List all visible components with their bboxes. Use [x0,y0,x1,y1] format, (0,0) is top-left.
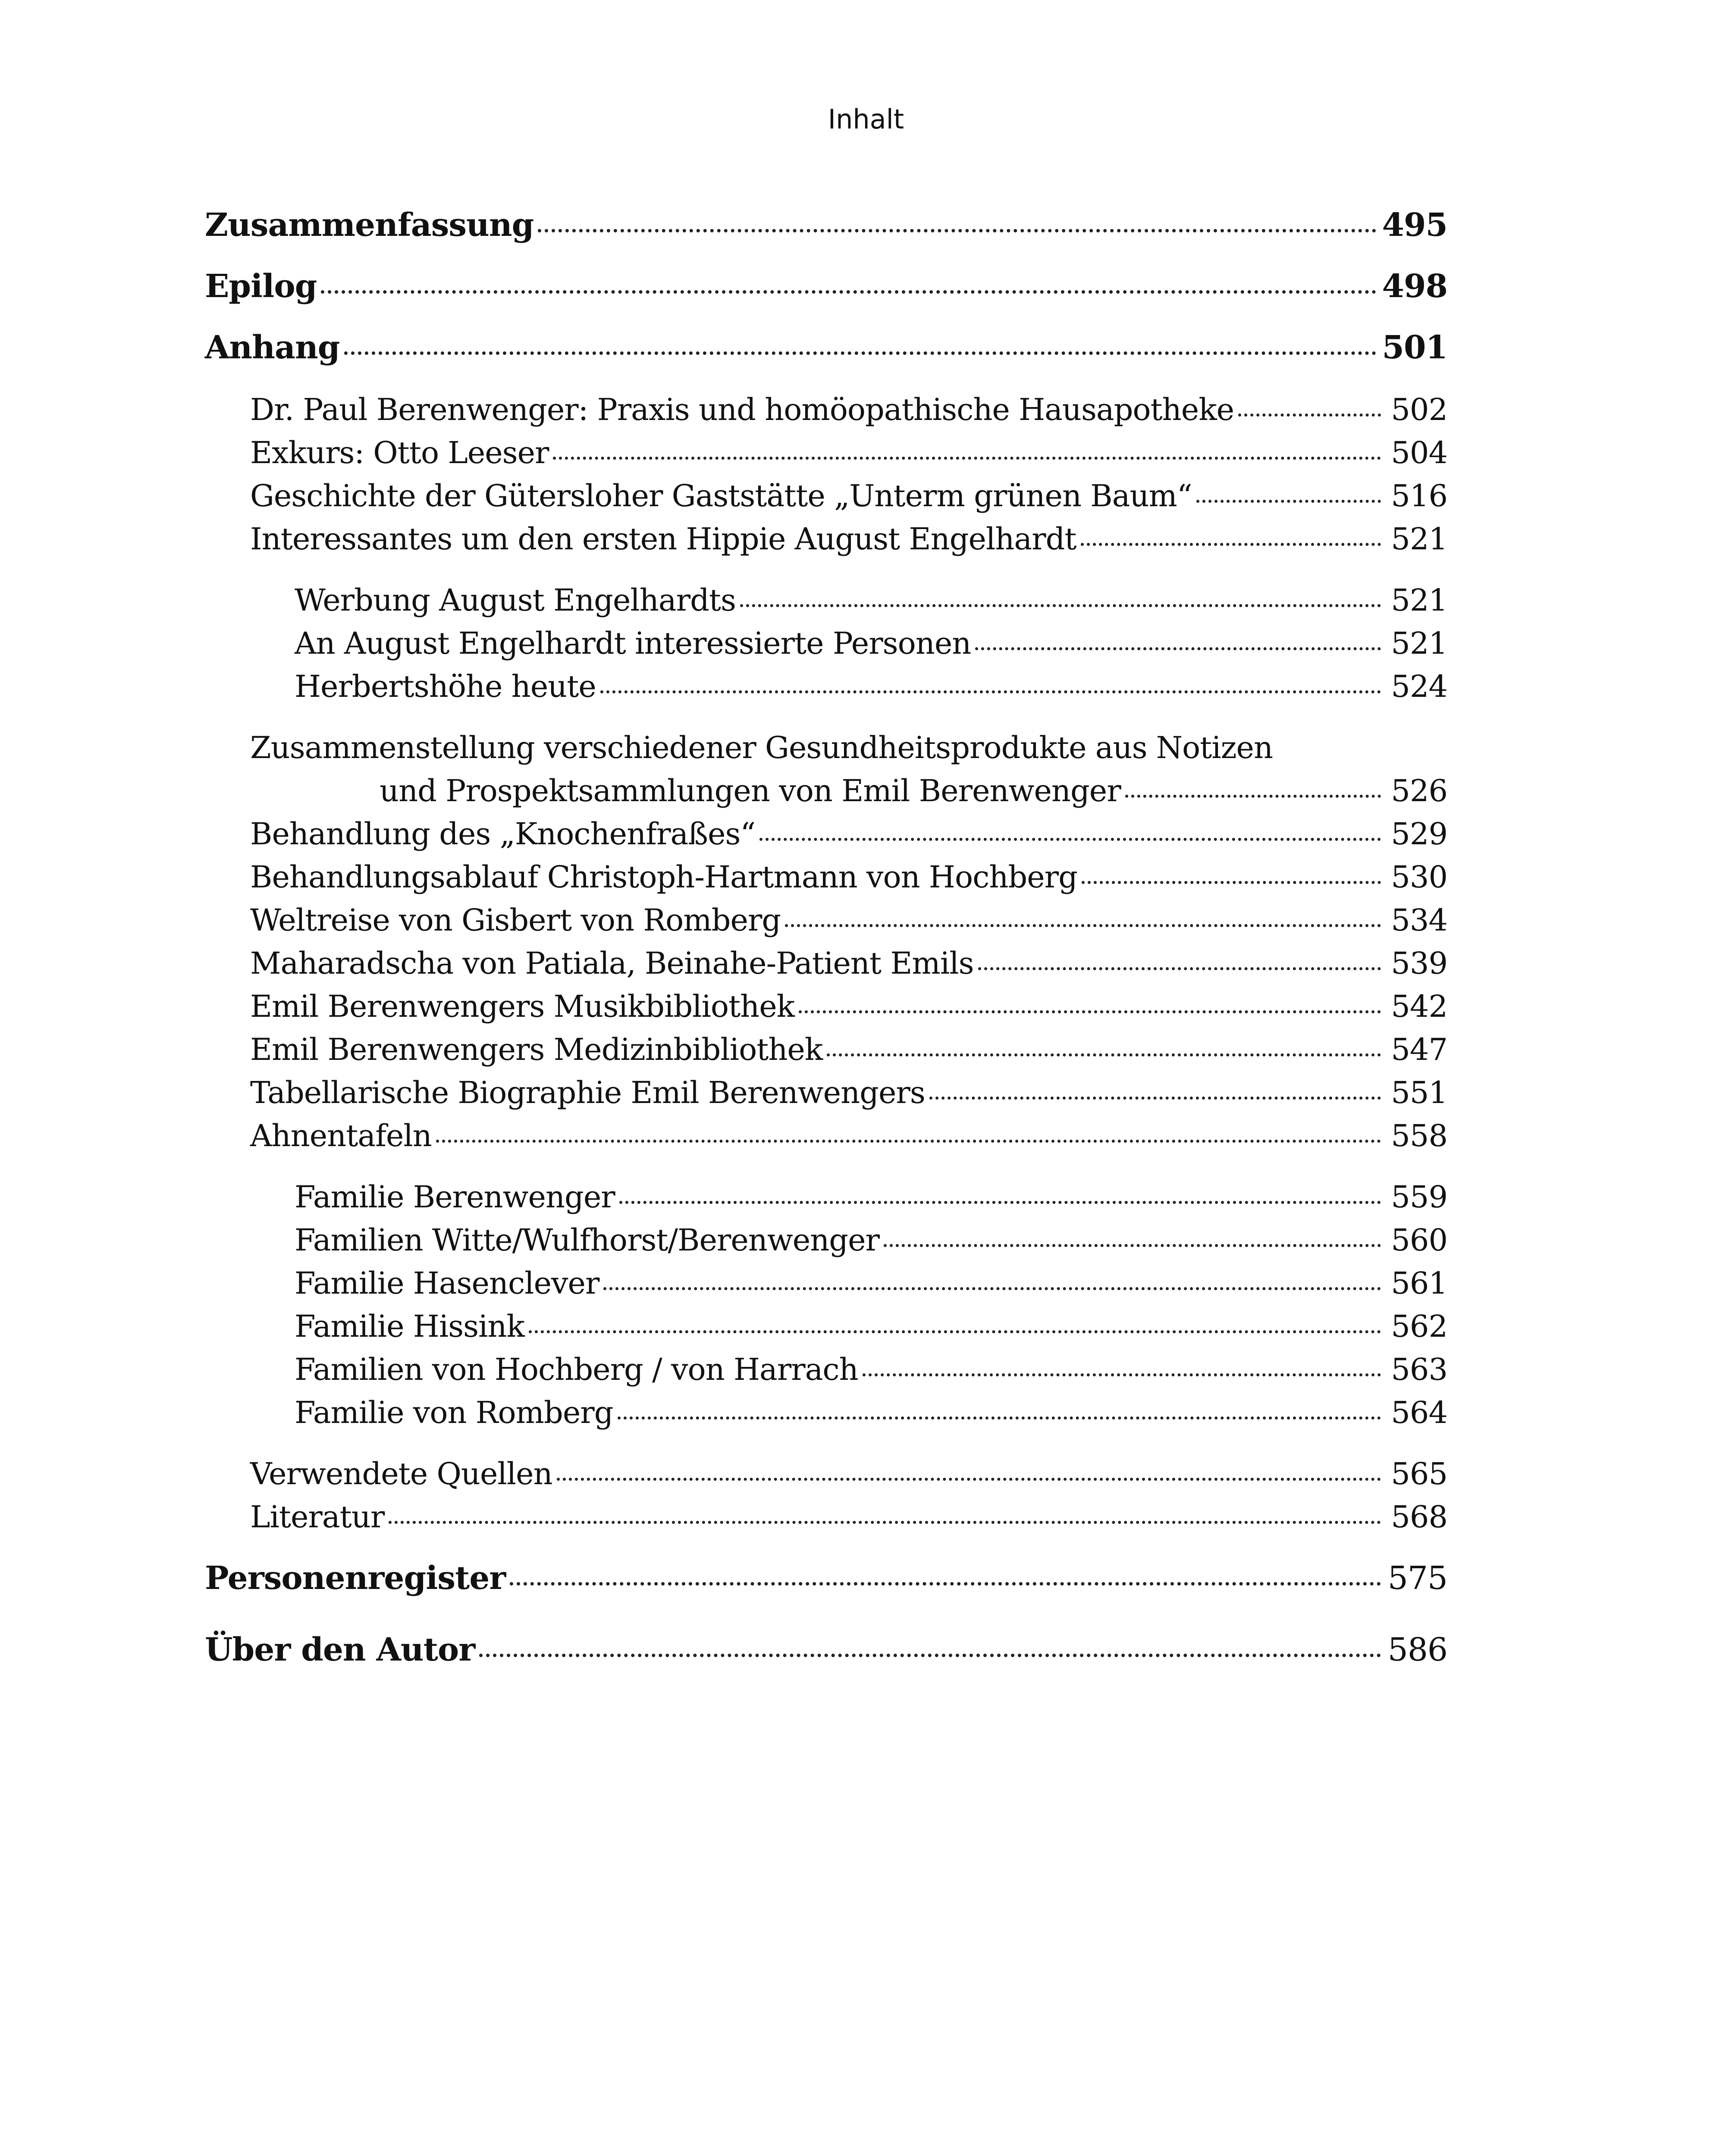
toc-entry-zusammenfassung[interactable] [205,204,1447,247]
toc-entry-title: Anhang [205,329,340,366]
toc-entry-title: An August Engelhardt interessierte Personen [295,626,971,661]
toc-page-number: 502 [1391,392,1447,427]
toc-entry-title: Interessantes um den ersten Hippie August Engelhardt [250,521,1076,557]
dot-leader [510,1582,1381,1586]
dot-leader [321,290,1376,294]
toc-entry-familie-berenwenger[interactable] [295,1175,1447,1219]
toc-entry-title: Exkurs: Otto Leeser [250,435,549,470]
toc-entry-familie-hasenclever[interactable] [295,1262,1447,1305]
toc-entry-werbung-engelhardts[interactable] [295,579,1447,622]
toc-page-number: 551 [1391,1075,1447,1110]
dot-leader [785,924,1381,927]
toc-entry-gesundheitsprodukte[interactable] [250,726,1447,812]
dot-leader [557,1478,1381,1481]
toc-entry-title: Herbertshöhe heute [295,669,596,704]
toc-entry-title: Dr. Paul Berenwenger: Praxis und homöopathische Hausapotheke [250,392,1234,427]
dot-leader [529,1330,1381,1333]
dot-leader [538,229,1376,232]
toc-page-number: 526 [1391,773,1447,808]
toc-entry-title-block [250,726,1447,812]
toc-entry-knochenfrass[interactable] [250,812,1447,856]
toc-entry-title: Familien Witte/Wulfhorst/Berenwenger [295,1222,880,1258]
toc-entry-title: Familien von Hochberg / von Harrach [295,1352,858,1387]
toc-page-number: 547 [1391,1032,1447,1067]
toc-page-number: 561 [1391,1266,1447,1301]
toc-page-number: 501 [1382,329,1447,366]
toc-entry-title: Emil Berenwengers Medizinbibliothek [250,1032,823,1067]
toc-entry-praxis-hausapotheke[interactable] [250,388,1447,431]
toc-entry-maharadscha[interactable] [250,942,1447,985]
running-header: Inhalt [828,103,904,135]
toc-page-number: 563 [1391,1352,1447,1387]
toc-entry-title: Tabellarische Biographie Emil Berenwengers [250,1075,925,1110]
toc-entry-title: Ahnentafeln [250,1118,432,1153]
dot-leader [1081,543,1381,546]
toc-entry-title: Behandlungsablauf Christoph-Hartmann von Hochberg [250,859,1077,895]
dot-leader [553,457,1381,460]
dot-leader [929,1097,1381,1100]
toc-entry-title: Emil Berenwengers Musikbibliothek [250,989,795,1024]
toc-page-number: 565 [1391,1456,1447,1492]
toc-entry-personenregister[interactable] [205,1557,1447,1600]
toc-page-number: 542 [1391,989,1447,1024]
toc-entry-interessierte-personen[interactable] [295,622,1447,665]
toc-entry-literatur[interactable] [250,1495,1447,1539]
toc-entry-title: Familie Berenwenger [295,1179,615,1215]
toc-entry-title: Familie Hissink [295,1309,524,1344]
dot-leader [619,1201,1381,1204]
toc-page-number: 586 [1387,1631,1447,1668]
toc-page-number: 521 [1391,521,1447,557]
toc-page-number: 495 [1382,207,1447,244]
toc-page-number: 558 [1391,1118,1447,1153]
toc-entry-epilog[interactable] [205,265,1447,308]
dot-leader [827,1053,1381,1056]
toc-entry-title: Behandlung des „Knochenfraßes“ [250,816,756,852]
toc-page-number: 534 [1391,903,1447,938]
toc-page-number: 524 [1391,669,1447,704]
toc-page-number: 498 [1382,268,1447,305]
toc-page-number: 562 [1391,1309,1447,1344]
toc-entry-title: Personenregister [205,1560,506,1597]
toc-entry-title: Familie Hasenclever [295,1266,599,1301]
toc-entry-ueber-den-autor[interactable] [205,1628,1447,1671]
toc-entry-familie-hissink[interactable] [295,1305,1447,1348]
dot-leader [603,1287,1381,1290]
toc-page-number: 539 [1391,946,1447,981]
toc-entry-title: Familie von Romberg [295,1395,613,1430]
toc-entry-title-line2: und Prospektsammlungen von Emil Berenwenger [380,773,1121,808]
toc-entry-title: Zusammenstellung verschiedener Gesundheitsprodukte aus Notizen [250,730,1273,765]
toc-entry-familien-hochberg[interactable] [295,1348,1447,1391]
toc-entry-biographie[interactable] [250,1071,1447,1114]
toc-entry-title-continuation [250,769,1447,812]
toc-entry-title: Literatur [250,1499,385,1535]
toc-entry-familie-romberg[interactable] [295,1391,1447,1434]
toc-entry-title: Geschichte der Gütersloher Gaststätte „Unterm grünen Baum“ [250,478,1192,514]
dot-leader [618,1416,1381,1420]
dot-leader [389,1521,1381,1524]
dot-leader [799,1010,1381,1013]
dot-leader [884,1244,1381,1247]
dot-leader [600,690,1381,693]
toc-entry-verwendete-quellen[interactable] [250,1452,1447,1495]
toc-entry-title: Maharadscha von Patiala, Beinahe-Patient Emils [250,946,974,981]
dot-leader [740,604,1381,607]
toc-page-number: 568 [1391,1499,1447,1535]
toc-page-number: 559 [1391,1179,1447,1215]
toc-page-number: 530 [1391,859,1447,895]
dot-leader [978,967,1381,970]
toc-page-number: 575 [1387,1560,1447,1597]
dot-leader [1238,414,1381,417]
toc-entry-familien-witte[interactable] [295,1219,1447,1262]
toc-page-number: 504 [1391,435,1447,470]
toc-page-number: 516 [1391,478,1447,514]
toc-entry-behandlungsablauf[interactable] [250,856,1447,899]
toc-entry-weltreise[interactable] [250,899,1447,942]
dot-leader [344,351,1376,355]
toc-page-number: 560 [1391,1222,1447,1258]
toc-entry-musikbibliothek[interactable] [250,985,1447,1028]
toc-entry-anhang[interactable] [205,326,1447,369]
dot-leader [975,647,1381,650]
toc-page-number: 521 [1391,626,1447,661]
toc-entry-title: Epilog [205,268,317,305]
toc-entry-title: Über den Autor [205,1631,475,1668]
dot-leader [479,1654,1381,1657]
toc-entry-title: Verwendete Quellen [250,1456,552,1492]
dot-leader [863,1373,1381,1376]
dot-leader [1082,881,1381,884]
dot-leader [436,1140,1381,1143]
toc-entry-title: Werbung August Engelhardts [295,583,736,618]
toc-entry-ahnentafeln[interactable] [250,1114,1447,1157]
toc-entry-title: Zusammenfassung [205,207,534,244]
toc-entry-herbertshoehe[interactable] [295,665,1447,708]
dot-leader [759,838,1381,841]
toc-entry-hippie-engelhardt[interactable] [250,517,1447,561]
toc-page-number: 521 [1391,583,1447,618]
toc-entry-exkurs-otto-leeser[interactable] [250,431,1447,474]
toc-page-number: 564 [1391,1395,1447,1430]
toc-entry-medizinbibliothek[interactable] [250,1028,1447,1071]
toc-entry-title: Weltreise von Gisbert von Romberg [250,903,781,938]
dot-leader [1125,795,1381,798]
toc-page-number: 529 [1391,816,1447,852]
dot-leader [1196,500,1381,503]
toc-entry-gaststaette[interactable] [250,474,1447,517]
